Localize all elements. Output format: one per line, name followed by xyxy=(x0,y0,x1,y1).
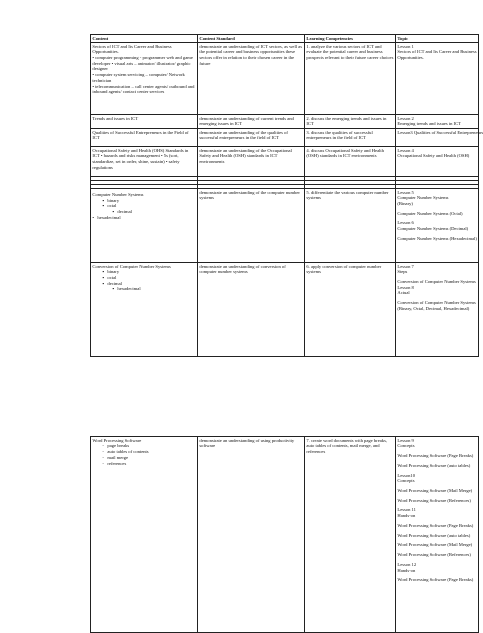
table-row xyxy=(91,42,479,114)
lesson-label: Lesson 7 xyxy=(397,263,414,269)
list-item: ▪ decimal xyxy=(92,209,195,215)
lesson-label: Lesson 6 xyxy=(397,220,414,226)
content-cell xyxy=(91,188,198,262)
lesson-label: Lesson 9 xyxy=(397,437,414,443)
lesson-title: Occupational Safety and Health (OSH) xyxy=(397,153,470,159)
content-title: Word Processing Software xyxy=(92,437,142,443)
standard-cell: demonstrate an understanding of current trends and emerging issues in ICT xyxy=(198,114,305,128)
lesson-title: Emerging trends and issues in ICT xyxy=(397,121,461,127)
header-topic: Topic xyxy=(396,35,479,43)
lesson-title: Word Processing Software (auto tables) xyxy=(397,532,471,538)
content-cell: Occupational Safety and Health (OHS) Standards in ICT • hazards and risks management • 5s (sort, standardize, set in order, shine, sustain) • safety regulations xyxy=(91,146,198,176)
lesson-title: Word Processing Software (Mail Merge) xyxy=(397,488,473,493)
number-system-list xyxy=(92,269,195,292)
content-item: • computer programming - programmer web and game developer • visual arts – animator/ illustrator/ graphic designer xyxy=(92,54,193,72)
table-row xyxy=(91,188,479,262)
table-row xyxy=(91,146,479,176)
list-item: - auto tables of contents xyxy=(92,449,195,455)
lesson-title: Conversion of Computer Number Systems xyxy=(397,278,476,284)
lesson-title: Word Processing Software (References) xyxy=(397,552,471,558)
table-row xyxy=(91,128,479,146)
lesson-label: Lesson 5 xyxy=(397,189,414,195)
lesson-title: Word Processing Software (auto tables) xyxy=(397,462,471,468)
list-item: ▪ binary xyxy=(92,198,195,204)
lesson-title: Word Processing Software (Page Breaks) xyxy=(397,522,474,528)
standard-cell: demonstrate an understanding of conversion of computer number systems xyxy=(198,262,305,356)
topic-cell xyxy=(396,114,479,128)
content-item: • telecommunication – call center agents/ outbound and inbound agents/ contact center services xyxy=(92,83,195,95)
lesson-title: Computer Number Systems (Decimal) xyxy=(397,226,469,232)
content-cell: Trends and issues in ICT xyxy=(91,114,198,128)
table-header-row xyxy=(91,35,479,43)
table-row xyxy=(91,114,479,128)
topic-cell xyxy=(396,188,479,262)
topic-cell xyxy=(396,42,479,114)
list-item: - mail merge xyxy=(92,455,195,461)
lesson-title: Computer Number Systems (Hexadecimal) xyxy=(397,235,477,241)
competency-cell: 6. apply conversion of computer number systems xyxy=(305,262,396,356)
lesson-title: Sectors of ICT and Its Career and Business Opportunities. xyxy=(397,49,477,60)
lesson-label: Lesson 8 xyxy=(397,284,414,290)
content-title: Conversion of Computer Number Systems xyxy=(92,263,171,269)
standard-cell: demonstrate an understanding of the computer number systems xyxy=(198,188,305,262)
table-row xyxy=(91,437,479,633)
list-item: ▪ hexadecimal xyxy=(92,286,195,292)
curriculum-table xyxy=(90,34,483,357)
content-title: Computer Number Systems xyxy=(92,192,144,198)
lesson-title: (Binary, Octal, Decimal, Hexadecimal) xyxy=(397,305,470,311)
list-item: ▪ octal xyxy=(92,203,195,209)
topic-cell xyxy=(396,146,479,176)
header-learning-competencies: Learning Competencies xyxy=(305,35,396,43)
lesson-title: Word Processing Software (Page Breaks) xyxy=(397,577,474,583)
list-item: ▪ decimal xyxy=(92,281,195,287)
curriculum-table-continued xyxy=(90,436,479,633)
competency-cell: 5. differentiate the various computer number systems xyxy=(305,188,396,262)
lesson-label: Lesson 11 xyxy=(397,507,416,513)
standard-cell: demonstrate an understanding of using productivity software xyxy=(198,437,305,633)
lesson-label: Lesson10 xyxy=(397,472,415,478)
header-content: Content xyxy=(91,35,198,43)
content-cell xyxy=(91,437,198,633)
standard-cell: demonstrate an understanding of the qualities of successful entrepreneurs in the field of ICT xyxy=(198,128,305,146)
lesson-label: Lesson 12 xyxy=(397,561,417,567)
lesson-label: Lesson 4 xyxy=(397,147,414,153)
lesson-label: Lesson 1 xyxy=(397,43,414,49)
lesson-title: Concepts xyxy=(397,478,415,484)
lesson-title: Concepts xyxy=(397,443,415,449)
list-item: ▪ octal xyxy=(92,275,195,281)
header-content-standard: Content Standard xyxy=(198,35,305,43)
lesson-title: Hands-on xyxy=(397,567,416,573)
lesson-title: Word Processing Software (Mail Merge) xyxy=(397,542,473,548)
lesson-title: Steps xyxy=(397,269,408,275)
table-row xyxy=(91,262,479,356)
lesson-title: (Binary) xyxy=(397,200,413,206)
competency-cell: 1. analyze the various sectors of ICT and evaluate the potential career and business prospects relevant to their future career choices xyxy=(305,42,396,114)
topic-cell xyxy=(396,437,479,633)
list-item: - references xyxy=(92,461,195,467)
lesson-label: Lesson 2 xyxy=(397,115,414,121)
lesson-title: Conversion of Computer Number Systems xyxy=(397,300,476,306)
standard-cell: demonstrate an understanding of ICT sectors, as well as the potential career and business opportunities these sectors offer in relation to their chosen career in the future xyxy=(198,42,305,114)
lesson-title: Hands-on xyxy=(397,513,416,519)
content-cell xyxy=(91,42,198,114)
content-item: • computer system servicing – computer/ Network technician xyxy=(92,72,185,83)
competency-cell: 3. discuss the qualities of successful entrepreneurs in the field of ICT xyxy=(305,128,396,146)
word-processing-list xyxy=(92,443,195,466)
lesson-title: Actual xyxy=(397,290,410,296)
list-item: - page breaks xyxy=(92,443,195,449)
topic-cell xyxy=(396,262,479,356)
lesson-title: Word Processing Software (References) xyxy=(397,497,471,503)
number-system-list xyxy=(92,198,195,221)
lesson-title: Computer Number Systems (Octal) xyxy=(397,210,463,216)
competency-cell: 2. discuss the emerging trends and issues in ICT xyxy=(305,114,396,128)
lesson-title: Word Processing Software (Page Breaks) xyxy=(397,453,474,459)
list-item: • hexadecimal xyxy=(92,215,195,221)
content-cell xyxy=(91,262,198,356)
topic-cell: Lesson3 Qualities of Successful Entrepreneurs xyxy=(396,128,479,146)
list-item: ▪ binary xyxy=(92,269,195,275)
competency-cell: 4. discuss Occupational Safety and Health (OSH) standards in ICT environments xyxy=(305,146,396,176)
content-cell: Qualities of Successful Entrepreneurs in the Field of ICT xyxy=(91,128,198,146)
lesson-title: Computer Number Systems xyxy=(397,195,449,201)
competency-cell: 7. create word documents with page breaks, auto tables of contents, mail merge, and references xyxy=(305,437,396,633)
content-title: Sectors of ICT and Its Career and Business Opportunities. xyxy=(92,43,172,55)
standard-cell: demonstrate an understanding of the Occupational Safety and Health (OSH) standards in ICT environments xyxy=(198,146,305,176)
